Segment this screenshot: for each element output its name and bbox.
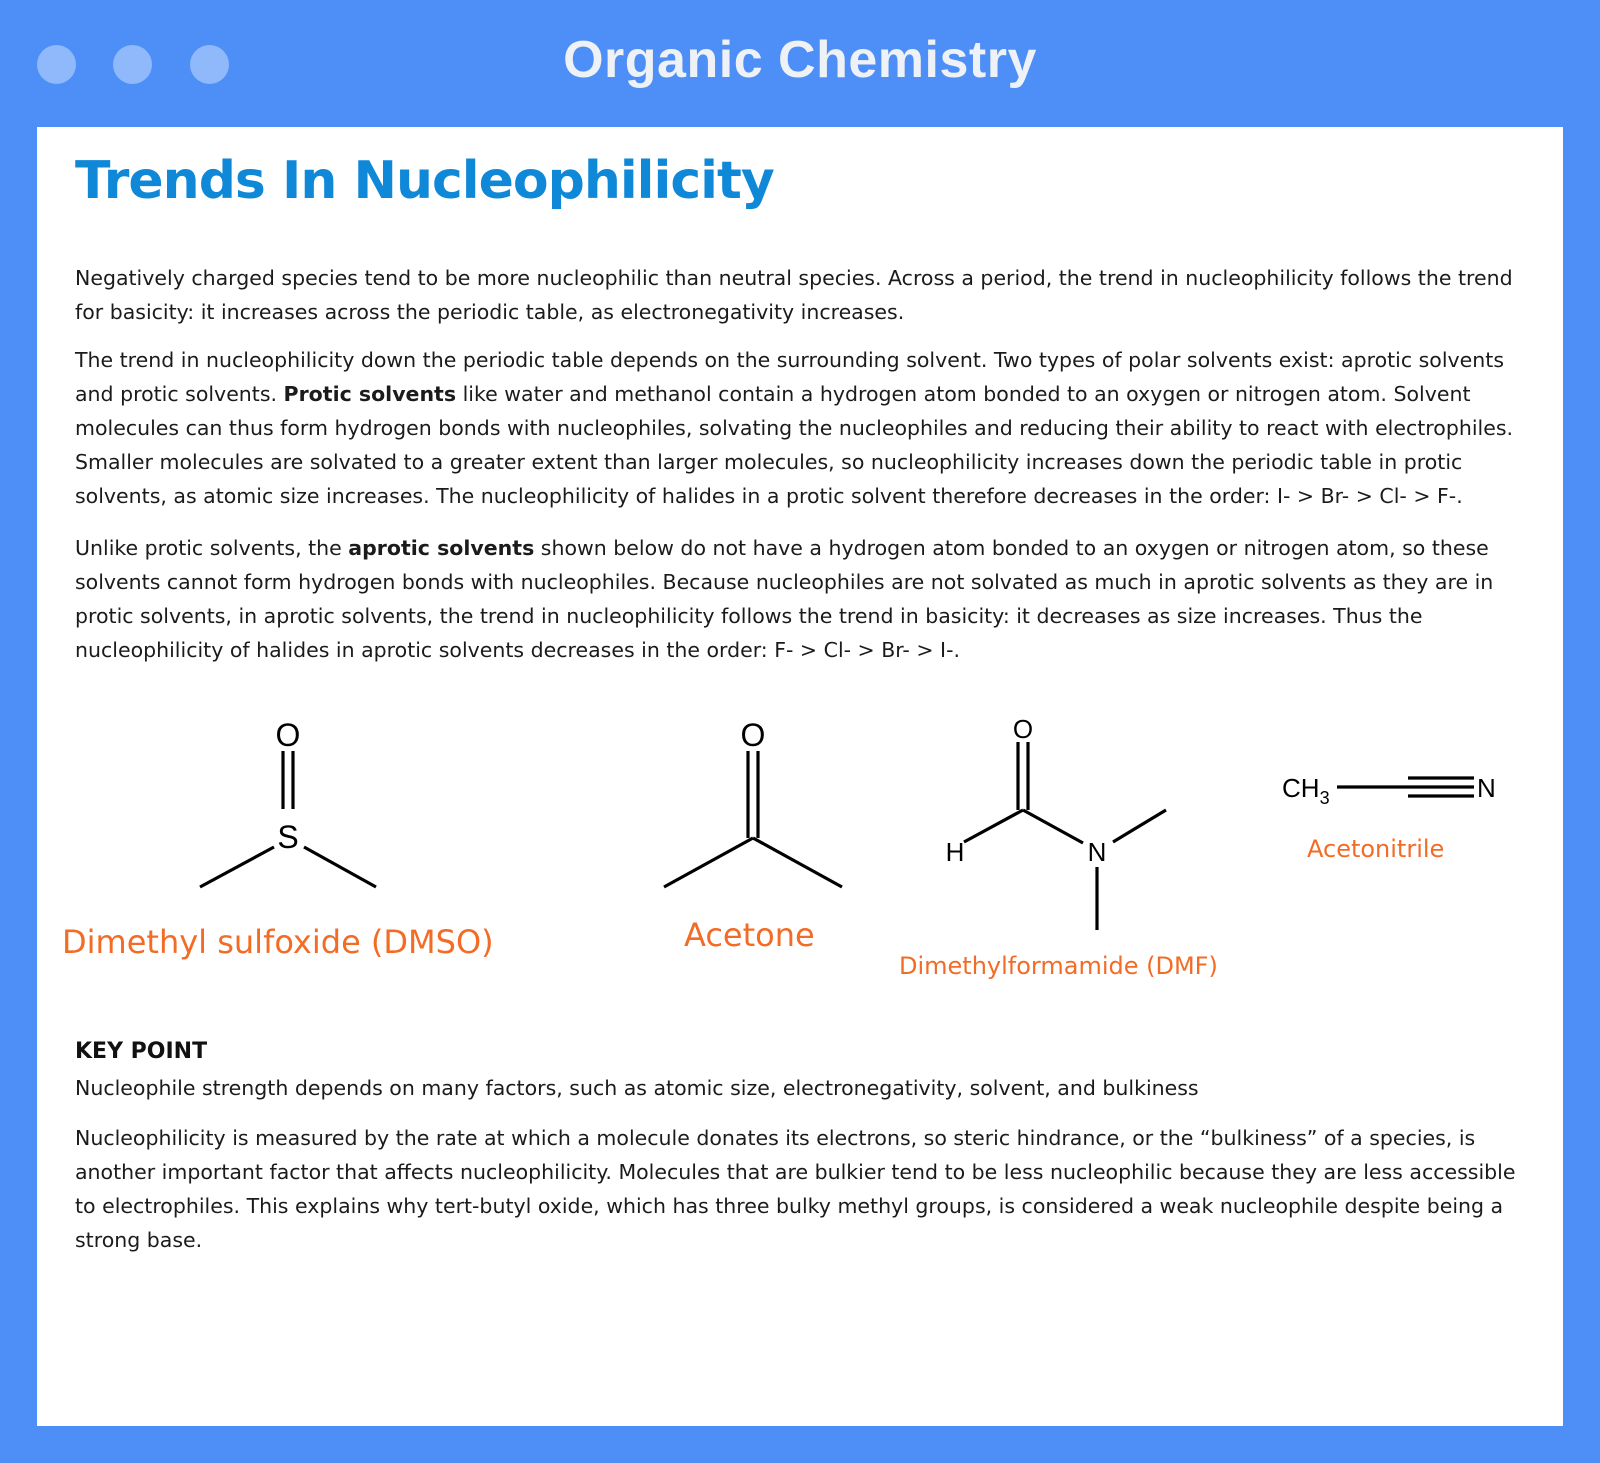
paragraph-aprotic [75,531,1535,667]
acetone-label: Acetone [684,916,815,954]
window-titlebar [0,0,1600,127]
key-point-heading: KEY POINT [75,1039,208,1064]
dmf-structure [964,742,1166,930]
window-title: Organic Chemistry [563,31,1037,89]
acetonitrile-ch: CH [1282,773,1320,803]
dmf-nitrogen-atom: N [1087,837,1107,867]
dmf-oxygen-atom: O [1012,714,1034,744]
acetonitrile-nitrogen-atom: N [1477,773,1496,803]
acetone-structure [664,751,842,887]
acetonitrile-methyl-group [1282,773,1330,808]
paragraph-aprotic-pre: Unlike protic solvents, the [75,536,349,560]
paragraph-protic [75,343,1535,513]
paragraph-intro: Negatively charged species tend to be more nucleophilic than neutral species. Across a period, the trend in nucleophilicity follows the trend for basicity: it increases across the periodic table, as electronegativity increases. [75,266,1513,324]
paragraph-protic-post: like water and methanol contain a hydrogen atom bonded to an oxygen or nitrogen atom. Solvent molecules can thus form hydrogen bonds with nucleophiles, solvating the nucleophiles and reducing their ability to react with electrophiles. Smaller molecules are solvated to a greater extent than larger molecules, so nucleophilicity increases down the periodic table in protic solvents, as atomic size increases. The nucleophilicity of halides in a protic solvent therefore decreases in the order: I- > Br- > Cl- > F-. [75,382,1514,508]
acetonitrile-label: Acetonitrile [1307,835,1445,863]
aprotic-solvents-term: aprotic solvents [348,536,535,560]
paragraph-aprotic-post: shown below do not have a hydrogen atom bonded to an oxygen or nitrogen atom, so these solvents cannot form hydrogen bonds with nucleophiles. Because nucleophiles are not solvated as much in aprotic solvents as they are in protic solvents, in aprotic solvents, the trend in nucleophilicity follows the trend in basicity: it decreases as size increases. Thus the nucleophilicity of halides in aprotic solvents decreases in the order: F- > Cl- > Br- > I-. [75,536,1494,662]
content-panel [37,127,1563,1426]
acetonitrile-subscript: 3 [1319,788,1330,808]
paragraph-steric: Nucleophilicity is measured by the rate at which a molecule donates its electrons, so steric hindrance, or the “bulkiness” of a species, is another important factor that affects nucleophilicity. Molecules that are bulkier tend to be less nucleophilic because they are less accessible to electrophiles. This explains why tert-butyl oxide, which has three bulky methyl groups, is considered a weak nucleophile despite being a strong base. [75,1126,1516,1252]
page-title: Trends In Nucleophilicity [75,151,774,211]
dmf-label: Dimethylformamide (DMF) [899,952,1218,980]
acetone-oxygen-atom: O [740,717,766,753]
dmf-hydrogen-atom: H [945,837,965,867]
dmso-label: Dimethyl sulfoxide (DMSO) [62,923,494,961]
paragraph-protic-pre: The trend in nucleophilicity down the periodic table depends on the surrounding solvent. Two types of polar solvents exist: aprotic solvents and protic solvents. [75,348,1505,406]
protic-solvents-term: Protic solvents [283,382,457,406]
acetonitrile-structure [1337,778,1474,796]
key-point-text: Nucleophile strength depends on many factors, such as atomic size, electronegativity, solvent, and bulkiness [75,1076,1199,1100]
dmso-sulfur-atom: S [277,819,299,855]
dmso-oxygen-atom: O [275,717,301,753]
